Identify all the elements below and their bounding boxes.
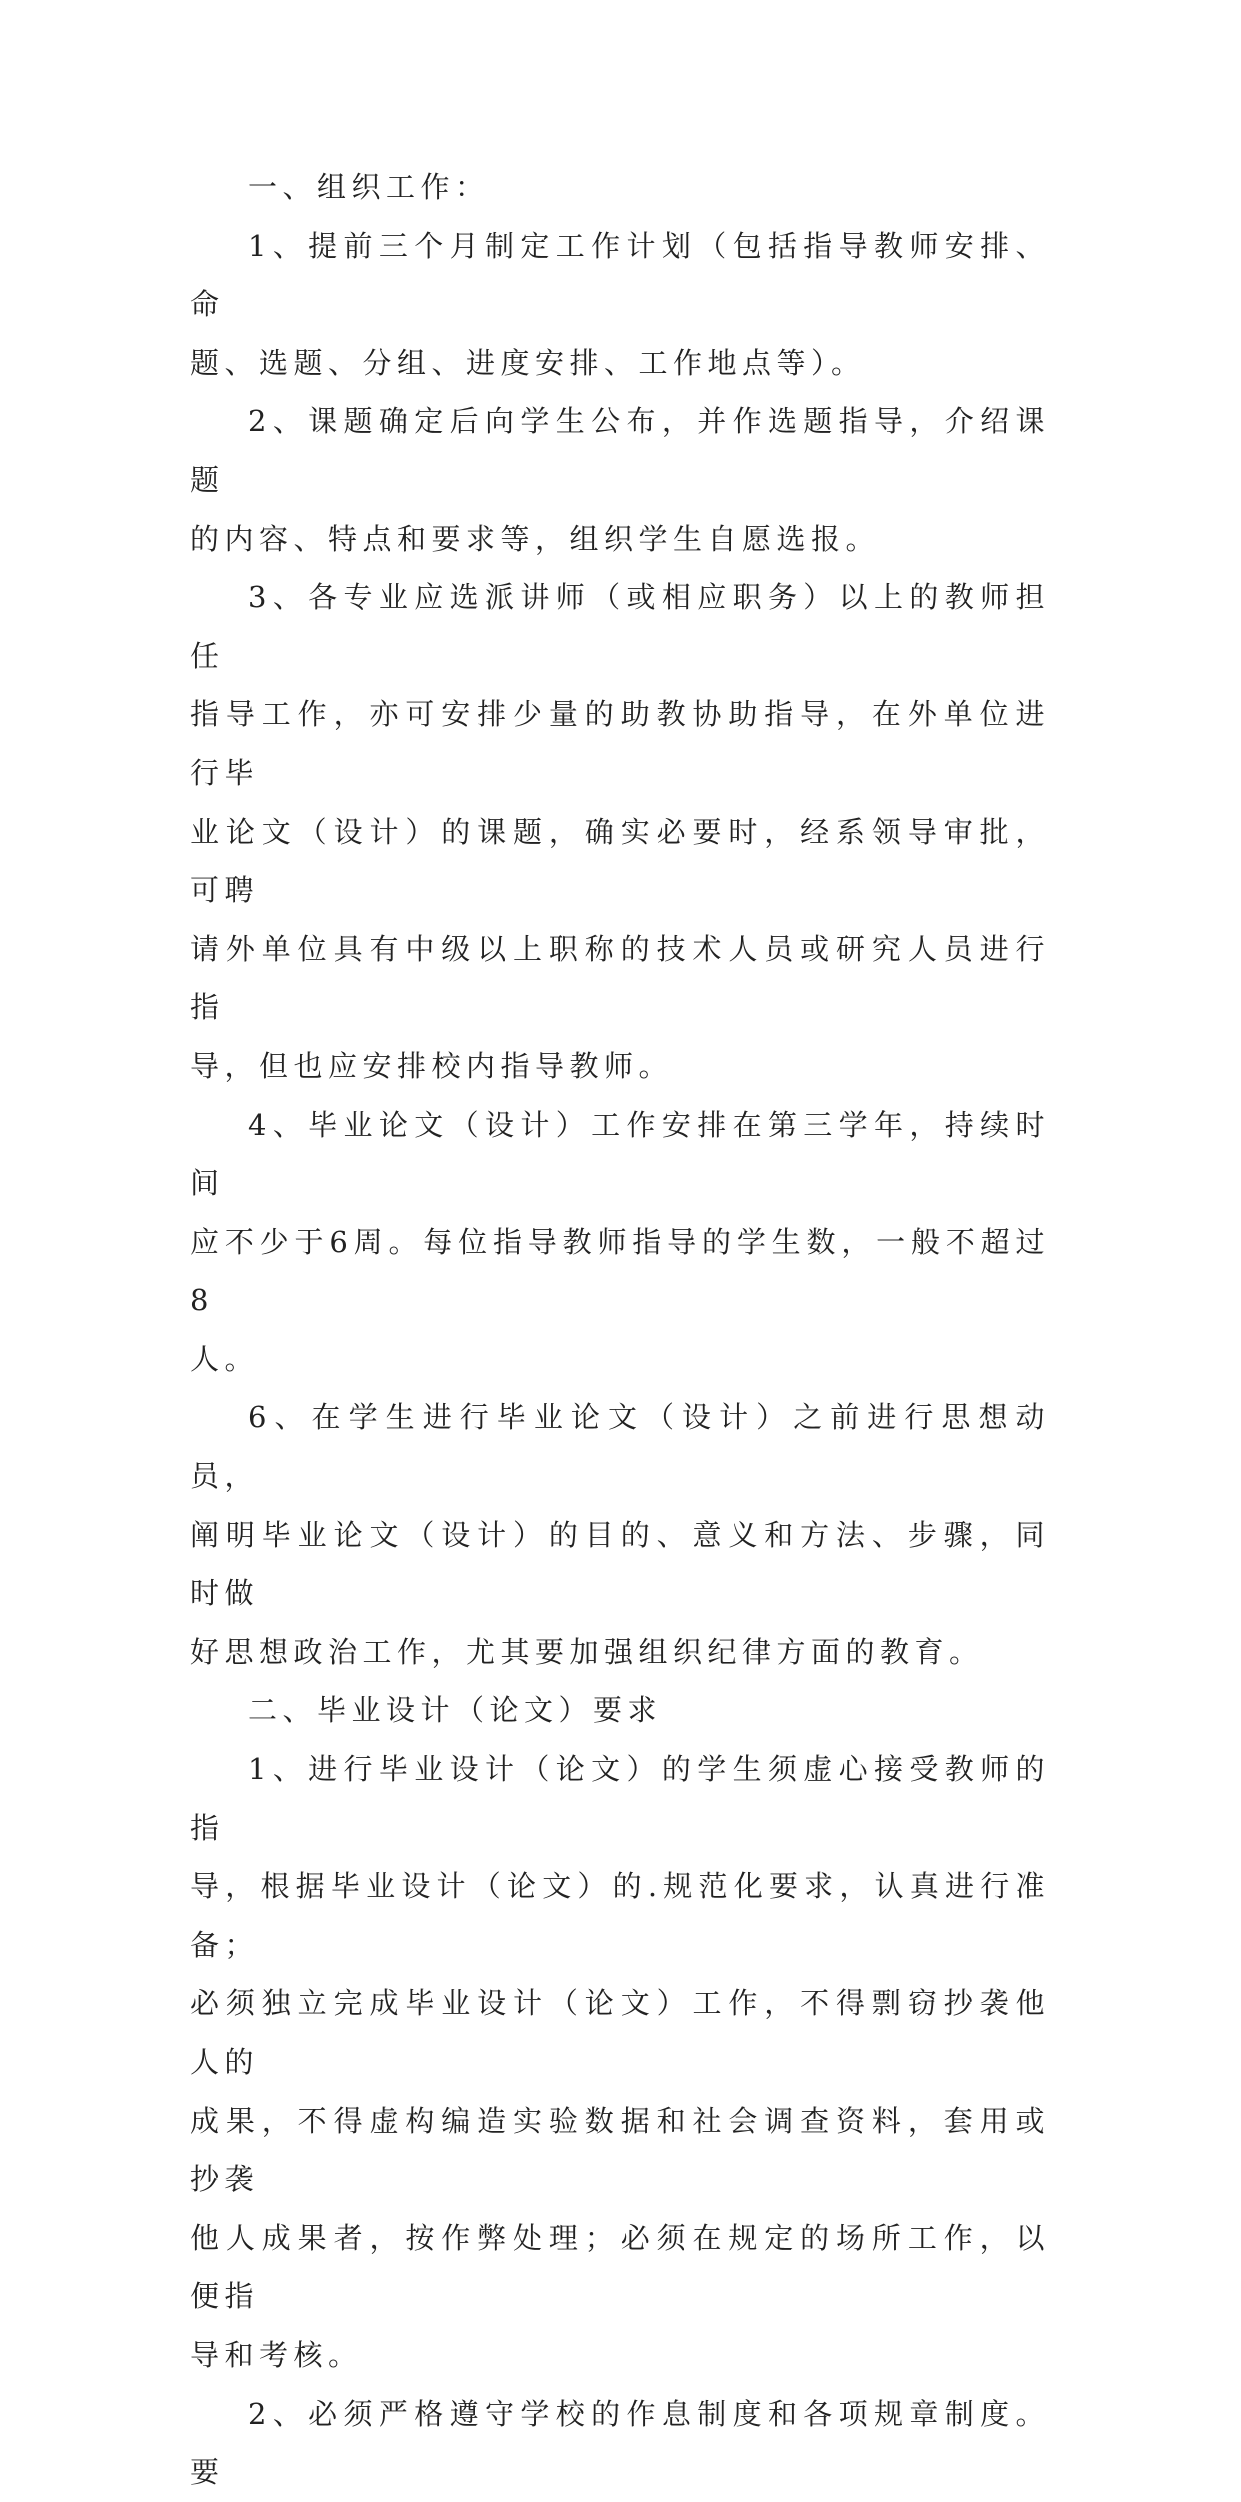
paragraph-student-conduct: 1、进行毕业设计（论文）的学生须虚心接受教师的指 导，根据毕业设计（论文）的.规范化要求，认真进行准备； 必须独立完成毕业设计（论文）工作，不得剽窃抄袭他人的 成果，不得虚构编造实验数据和社会调查资料，套用或抄袭 他人成果者，按作弊处理；必须在规定的场所工作，以便指 导和考核。: [190, 1752, 1050, 2372]
paragraph-schedule: 4、毕业论文（设计）工作安排在第三学年，持续时间 应不少于6周。每位指导教师指导的学生数，一般不超过8 人。: [190, 1107, 1050, 1376]
paragraph-work-plan: 1、提前三个月制定工作计划（包括指导教师安排、命 题、选题、分组、进度安排、工作地点等）。: [190, 228, 1050, 380]
section-heading-requirements: 二、毕业设计（论文）要求: [248, 1693, 663, 1728]
document-body: [190, 158, 1050, 2502]
paragraph-mobilization: 6、在学生进行毕业论文（设计）之前进行思想动员， 阐明毕业论文（设计）的目的、意义和方法、步骤，同时做 好思想政治工作，尤其要加强组织纪律方面的教育。: [190, 1400, 1050, 1669]
paragraph-topic-announcement: 2、课题确定后向学生公布，并作选题指导，介绍课题 的内容、特点和要求等，组织学生自愿选报。: [190, 404, 1050, 556]
paragraph-instructor-selection: 3、各专业应选派讲师（或相应职务）以上的教师担任 指导工作，亦可安排少量的助教协助指导，在外单位进行毕 业论文（设计）的课题，确实必要时，经系领导审批，可聘 请外单位具有中级以上职称的技术人员或研究人员进行指 导，但也应安排校内指导教师。: [190, 580, 1050, 1083]
section-heading-organization: 一、组织工作：: [248, 170, 490, 204]
paragraph-rules: 2、必须严格遵守学校的作息制度和各项规章制度。要: [190, 2396, 1050, 2490]
